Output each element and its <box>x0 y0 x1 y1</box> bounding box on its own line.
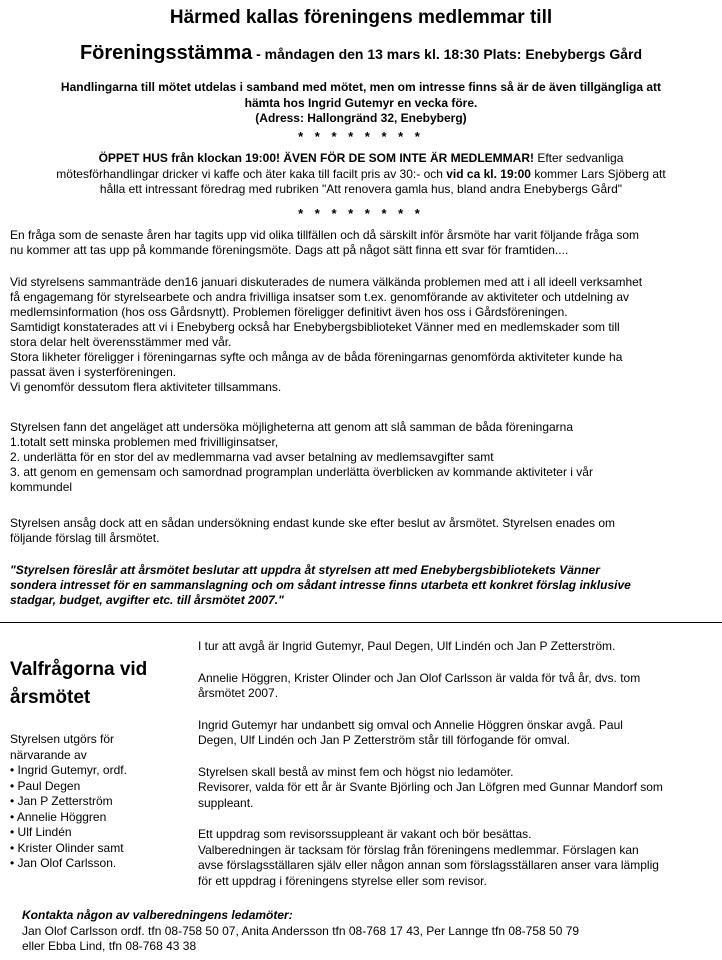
title-line-1: Härmed kallas föreningens medlemmar till <box>169 7 553 28</box>
text-line: Ett uppdrag som revisorssuppleant är vakant och bör besättas. <box>198 827 532 841</box>
valfragor-heading <box>10 656 190 712</box>
text-line: Styrelsen ansåg dock att en sådan undersökning endast kunde ske efter beslut av årsmötet. Styrelsen enades om <box>10 516 616 530</box>
title-main: Föreningsstämma <box>79 42 253 64</box>
star-divider: * * * * * * * * <box>298 129 424 144</box>
text-line: Styrelsen skall bestå av minst fem och högst nio ledamöter. <box>198 764 514 779</box>
proposal-quote <box>10 563 710 608</box>
text-line: Valberedningen är tacksam för förslag från föreningens medlemmar. Förslagen kan <box>198 842 639 857</box>
contact-heading: Kontakta någon av valberedningens ledamöter: <box>22 908 293 922</box>
open-house-text: mötesförhandlingar dricker vi kaffe och äter kaka till facilt pris av 30:- och <box>56 166 447 181</box>
election-paragraph <box>198 765 712 812</box>
title-date-place: - måndagen den 13 mars kl. 18:30 Plats: Enebybergs Gård <box>252 46 643 62</box>
heading-line: årsmötet <box>10 687 91 708</box>
list-item: • Paul Degen <box>10 778 81 793</box>
list-item: • Krister Olinder samt <box>10 840 124 855</box>
heading-line: Valfrågorna vid <box>10 659 148 680</box>
open-house-text: kommer Lars Sjöberg att <box>530 166 666 181</box>
text-line: Revisorer, valda för ett år är Svante Björling och Jan Löfgren med Gunnar Mandorf som <box>198 780 663 794</box>
text-line: 3. att genom en gemensam och samordnad programplan underlätta överblicken av kommande aktiviteter i vår <box>10 465 593 479</box>
open-house-text: Efter sedvanliga <box>534 151 624 165</box>
board-list <box>10 732 190 872</box>
list-item: • Ingrid Gutemyr, ordf. <box>10 763 127 777</box>
text-line: kommundel <box>10 480 73 494</box>
text-line: följande förslag till årsmötet. <box>10 531 160 545</box>
open-house-line <box>0 151 722 167</box>
intro-line: hämta hos Ingrid Gutemyr en vecka före. <box>244 95 478 110</box>
list-item: • Jan Olof Carlsson. <box>10 856 117 870</box>
election-info-column <box>198 639 712 905</box>
text-line: Ingrid Gutemyr har undanbett sig omval och Annelie Höggren önskar avgå. Paul <box>198 717 623 732</box>
contact-line: eller Ebba Lind, tfn 08-768 43 38 <box>22 939 197 953</box>
text-line: Annelie Höggren, Krister Olinder och Jan Olof Carlsson är valda för två år, dvs. tom <box>198 670 641 685</box>
open-house-bold: ÖPPET HUS från klockan 19:00! ÄVEN FÖR DE SOM INTE ÄR MEDLEMMAR! <box>98 151 534 165</box>
title-line-2 <box>0 41 722 66</box>
open-house-line: hålla ett intressant föredrag med rubriken "Att renovera gamla hus, bland andra Enebybergs Gård" <box>99 182 623 196</box>
text-line: Vi genomför dessutom flera aktiviteter tillsammans. <box>10 380 282 394</box>
text-line: 1.totalt sett minska problemen med frivilliginsatser, <box>10 435 279 449</box>
election-paragraph <box>198 827 712 889</box>
open-house-block <box>0 151 722 198</box>
text-line: Stora likheter föreligger i föreningarnas syfte och många av de båda föreningarnas genomförda aktiviteter kunde ha <box>10 350 623 364</box>
open-house-line <box>0 167 722 183</box>
election-paragraph <box>198 671 712 702</box>
text-line: "Styrelsen föreslår att årsmötet beslutar att uppdra åt styrelsen att med Enebybergsbibliotekets Vänner <box>10 563 600 577</box>
list-item: • Annelie Höggren <box>10 809 107 824</box>
text-line: stadgar, budget, avgifter etc. till årsmötet 2007." <box>10 593 284 607</box>
list-item: • Ulf Lindén <box>10 825 72 839</box>
text-line: suppleant. <box>198 795 254 810</box>
text-line: medlemsinformation (hos oss Gårdsnytt). Problemen föreligger definitivt även hos oss i Gårdsföreningen. <box>10 305 568 319</box>
text-line: I tur att avgå är Ingrid Gutemyr, Paul Degen, Ulf Lindén och Jan P Zetterström. <box>198 639 616 653</box>
contact-block <box>22 908 712 955</box>
contact-line: Jan Olof Carlsson ordf. tfn 08-758 50 07, Anita Andersson tfn 08-768 17 43, Per Lannge tfn 08-758 50 79 <box>22 923 580 938</box>
text-line: sondera intresset för en sammanslagning och om sådant intresse finns utarbeta ett konkret förslag inklusive <box>10 578 631 592</box>
star-divider: * * * * * * * * <box>298 206 424 221</box>
intro-address: (Adress: Hallongränd 32, Enebyberg) <box>255 111 467 125</box>
intro-line: Handlingarna till mötet utdelas i samband med mötet, men om intresse finns så är de även tillgängliga att <box>60 80 662 94</box>
election-paragraph <box>198 718 712 749</box>
text-line: stora delar helt överensstämmer med vår. <box>10 335 232 349</box>
election-paragraph <box>198 639 712 655</box>
paragraph-1 <box>10 228 710 258</box>
text-line: En fråga som de senaste åren har tagits upp vid olika tillfällen och då särskilt inför årsmöte har varit följande fråga som <box>10 228 639 242</box>
text-line: passat även i systerföreningen. <box>10 365 177 379</box>
text-line: få engagemang för styrelsearbete och andra frivilliga insatser som t.ex. genomförande av aktiviteter och utdelning av <box>10 290 630 304</box>
text-line: 2. underlätta för en stor del av medlemmarna vad avser betalning av medlemsavgifter samt <box>10 450 494 464</box>
open-house-time: vid ca kl. 19:00 <box>446 166 531 181</box>
text-line: för ett uppdrag i föreningens styrelse eller som revisor. <box>198 873 487 888</box>
text-line: Vid styrelsens sammanträde den16 januari diskuterades de numera välkända problemen med att i all ideell verksamhet <box>10 275 643 289</box>
text-line: årsmötet 2007. <box>198 686 279 700</box>
section-divider <box>0 622 722 623</box>
intro-block <box>0 80 722 127</box>
text-line: Styrelsen fann det angeläget att undersöka möjligheterna att genom att slå samman de båda föreningarna <box>10 420 574 434</box>
valfragor-column <box>10 656 190 872</box>
paragraph-4 <box>10 516 710 546</box>
text-line: avse förslagsställaren själv eller någon annan som förslagsställaren anser vara lämplig <box>198 858 659 872</box>
paragraph-3 <box>10 420 710 495</box>
text-line: närvarande av <box>10 747 87 762</box>
text-line: nu kommer att tas upp på kommande föreningsmöte. Dags att på något sätt finna ett svar för framtiden.... <box>10 243 569 257</box>
list-item: • Jan P Zetterström <box>10 794 113 808</box>
text-line: Degen, Ulf Lindén och Jan P Zetterström står till förfogande för omval. <box>198 733 570 747</box>
text-line: Styrelsen utgörs för <box>10 732 115 746</box>
paragraph-2 <box>10 275 710 395</box>
text-line: Samtidigt konstaterades att vi i Enebyberg också har Enebybergsbiblioteket Vänner med en medlemskader som till <box>10 320 620 334</box>
